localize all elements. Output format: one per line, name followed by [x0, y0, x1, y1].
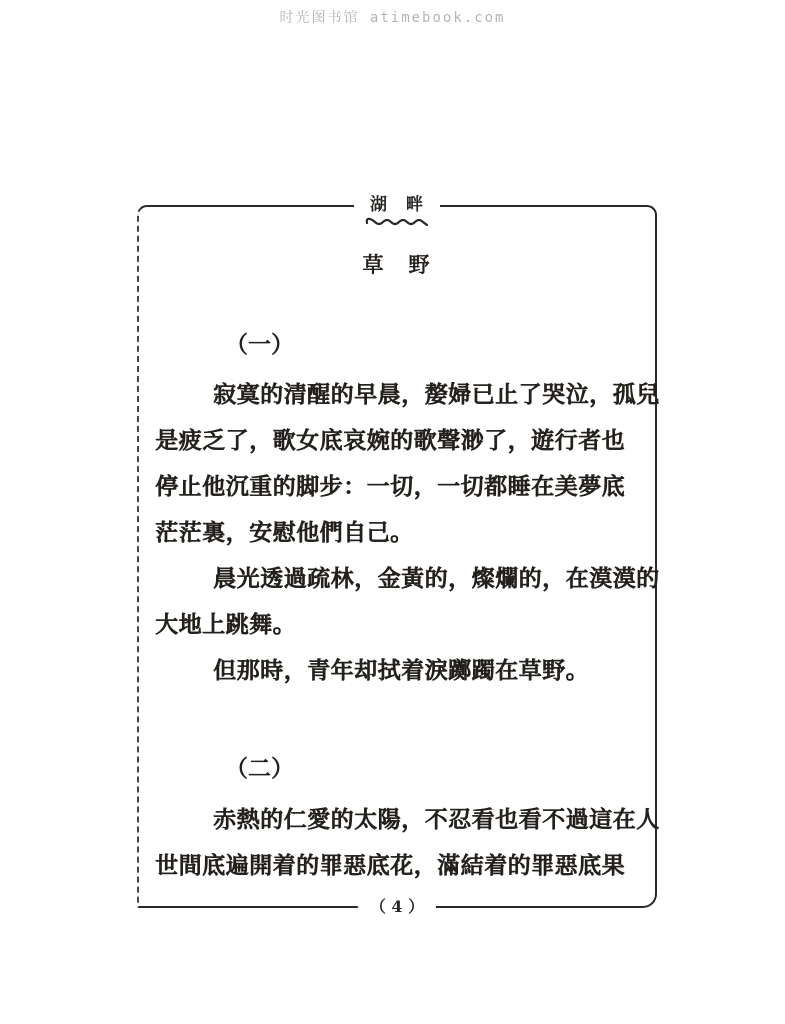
poem-line: 世間底遍開着的罪惡底花，滿結着的罪惡底果	[155, 852, 625, 879]
section-2-marker: （二）	[225, 755, 294, 782]
poem-line: 赤熱的仁愛的太陽，不忍看也看不過這在人	[213, 806, 660, 833]
poem-line: 但那時，青年却拭着淚躑躅在草野。	[213, 657, 589, 684]
page-number: （ 4 ）	[358, 895, 436, 919]
poem-line: 大地上跳舞。	[155, 611, 296, 638]
running-header-text: 湖 畔	[370, 195, 424, 215]
wavy-underline	[364, 216, 430, 226]
page-frame	[137, 195, 660, 916]
running-header	[354, 194, 440, 226]
poem-line: 晨光透過疏林，金黃的，燦爛的，在漠漠的	[213, 565, 660, 592]
section-2-text	[155, 797, 660, 889]
poem-line: 是疲乏了，歌女底哀婉的歌聲渺了，遊行者也	[155, 427, 625, 454]
poem-title: 草 野	[362, 252, 432, 277]
poem-line: 停止他沉重的脚步：一切，一切都睡在美夢底	[155, 473, 625, 500]
site-watermark: 时光图书馆 atimebook.com	[279, 10, 506, 26]
section-1-marker: （一）	[225, 331, 294, 358]
poem-line: 茫茫裏，安慰他們自己。	[155, 519, 414, 546]
section-1-text	[155, 372, 660, 694]
poem-line: 寂寞的清醒的早晨，嫠婦已止了哭泣，孤兒	[213, 381, 660, 408]
